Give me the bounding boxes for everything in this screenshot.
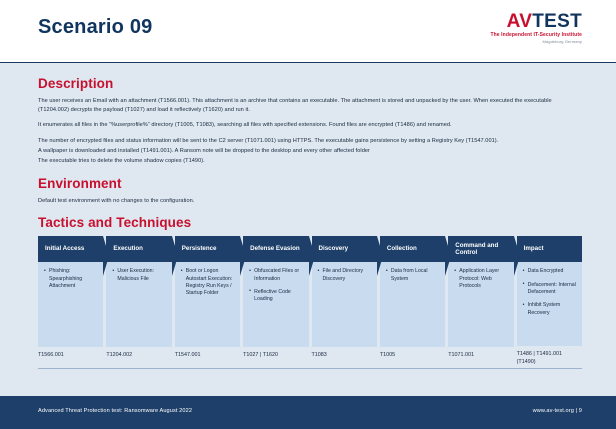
technique-id: T1204.002 — [106, 351, 133, 358]
column-body — [312, 262, 377, 347]
page-header — [0, 0, 616, 63]
content-column — [38, 72, 582, 369]
matrix-column-defense-evasion — [243, 236, 308, 366]
technique-item: • Inhibit System Recovery — [523, 302, 577, 317]
technique-item: • User Execution: Malicious File — [112, 268, 166, 283]
technique-id: T1005 — [379, 351, 396, 358]
column-header — [175, 236, 240, 262]
column-header — [243, 236, 308, 262]
logo-location: Magdeburg Germany — [542, 39, 582, 44]
logo-av-text: AV — [506, 11, 533, 32]
column-header — [38, 236, 103, 262]
column-body — [243, 262, 308, 347]
chevron-right-icon — [240, 236, 246, 276]
technique-item: • Data Encrypted — [523, 268, 577, 275]
description-paragraph-3: The number of encrypted files and status information will be sent to the C2 server (T1071.001) using HTTPS. The executable gains persistence by setting a Registry Key (T1547.001). — [38, 137, 499, 144]
matrix-column-command-and-control — [448, 236, 513, 366]
matrix-column-discovery — [312, 236, 377, 366]
chevron-right-icon — [103, 236, 109, 276]
column-header-label: Collection — [386, 245, 417, 253]
description-paragraph-4: A wallpaper is downloaded and installed (T1491.001). A Ransom note will be dropped to the desktop and every other affected folder — [38, 147, 370, 154]
logo-tagline: The Independent IT-Security Institute — [490, 32, 582, 38]
technique-item: • File and Directory Discovery — [318, 268, 372, 283]
column-body — [380, 262, 445, 347]
technique-id: T1566.001 — [38, 351, 64, 358]
column-header-label: Impact — [523, 245, 544, 253]
section-environment — [38, 176, 582, 206]
column-body — [517, 262, 582, 346]
matrix-column-collection — [380, 236, 445, 366]
description-paragraph-2: It enumerates all files in the “%userprofile%” directory (T1005, T1083), searching all files with specified extensions. Found files are encrypted (T1486) and renamed. — [38, 122, 452, 129]
tactics-matrix — [38, 236, 582, 366]
page-footer — [0, 396, 616, 429]
description-paragraph-5: The executable tries to delete the volume shadow copies (T1490). — [38, 157, 205, 164]
description-heading: Description — [38, 76, 114, 91]
technique-item: • Application Layer Protocol: Web Protocols — [454, 268, 508, 290]
avtest-logo — [491, 12, 583, 45]
technique-id: T1547.001 — [174, 351, 201, 358]
matrix-column-persistence — [175, 236, 240, 366]
column-header-label: Persistence — [181, 245, 217, 253]
matrix-column-impact — [517, 236, 582, 366]
chevron-right-icon — [309, 236, 315, 276]
technique-item: • Obfuscated Files or Information — [249, 268, 303, 283]
matrix-column-initial-access — [38, 236, 103, 366]
chevron-right-icon — [445, 236, 451, 276]
logo-wordmark — [491, 12, 583, 32]
environment-paragraph-1: Default test environment with no changes to the configuration. — [38, 197, 195, 204]
description-paragraph-1: The user receives an Email with an attachment (T1566.001). This attachment is an archive that contains an executable. The attachment is stored and unpacked by the user. When executed the executable (T1204.002) decrypts the payload (T1027) and load it reflectively (T1620) and run it. — [38, 98, 552, 113]
technique-id: T1083 — [311, 351, 327, 358]
technique-item: • Boot or Logon Autostart Execution: Registry Run Keys / Startup Folder — [181, 268, 235, 298]
technique-item: • Data from Local System — [386, 268, 440, 283]
column-header — [106, 236, 171, 262]
column-body — [106, 262, 171, 347]
column-header-label: Defense Evasion — [250, 245, 300, 253]
chevron-right-icon — [172, 236, 178, 276]
column-header — [448, 236, 513, 262]
column-body — [448, 262, 513, 347]
column-header — [380, 236, 445, 262]
matrix-divider — [38, 368, 582, 369]
column-header-label: Execution — [113, 245, 143, 253]
page-body — [0, 63, 616, 396]
technique-id: T1027 | T1620 — [243, 351, 278, 358]
column-body — [175, 262, 240, 347]
environment-heading: Environment — [38, 175, 122, 191]
chevron-right-icon — [514, 236, 520, 276]
technique-item: • Phishing: Spearphishing Attachment — [44, 268, 98, 290]
column-header — [517, 236, 582, 262]
technique-item: • Defacement: Internal Defacement — [523, 282, 577, 297]
page-title: Scenario 09 — [38, 16, 153, 38]
matrix-column-execution — [106, 236, 171, 366]
column-header-label: Discovery — [318, 245, 349, 253]
column-header-label: Command and Control — [455, 241, 499, 257]
column-body — [38, 262, 103, 347]
technique-id: T1071.001 — [448, 351, 475, 358]
column-header — [312, 236, 377, 262]
logo-test-text: TEST — [532, 11, 582, 32]
footer-site-page: www.av-test.org | 9 — [532, 408, 582, 414]
technique-id: T1486 | T1491.001 (T1490) — [516, 351, 562, 365]
column-header-label: Initial Access — [45, 245, 85, 253]
technique-item: • Reflective Code Loading — [249, 289, 303, 304]
tactics-heading: Tactics and Techniques — [38, 215, 192, 231]
section-tactics — [38, 215, 582, 369]
chevron-right-icon — [377, 236, 383, 276]
footer-test-name: Advanced Threat Protection test: Ransomware August 2022 — [38, 408, 193, 414]
section-description — [38, 76, 582, 166]
